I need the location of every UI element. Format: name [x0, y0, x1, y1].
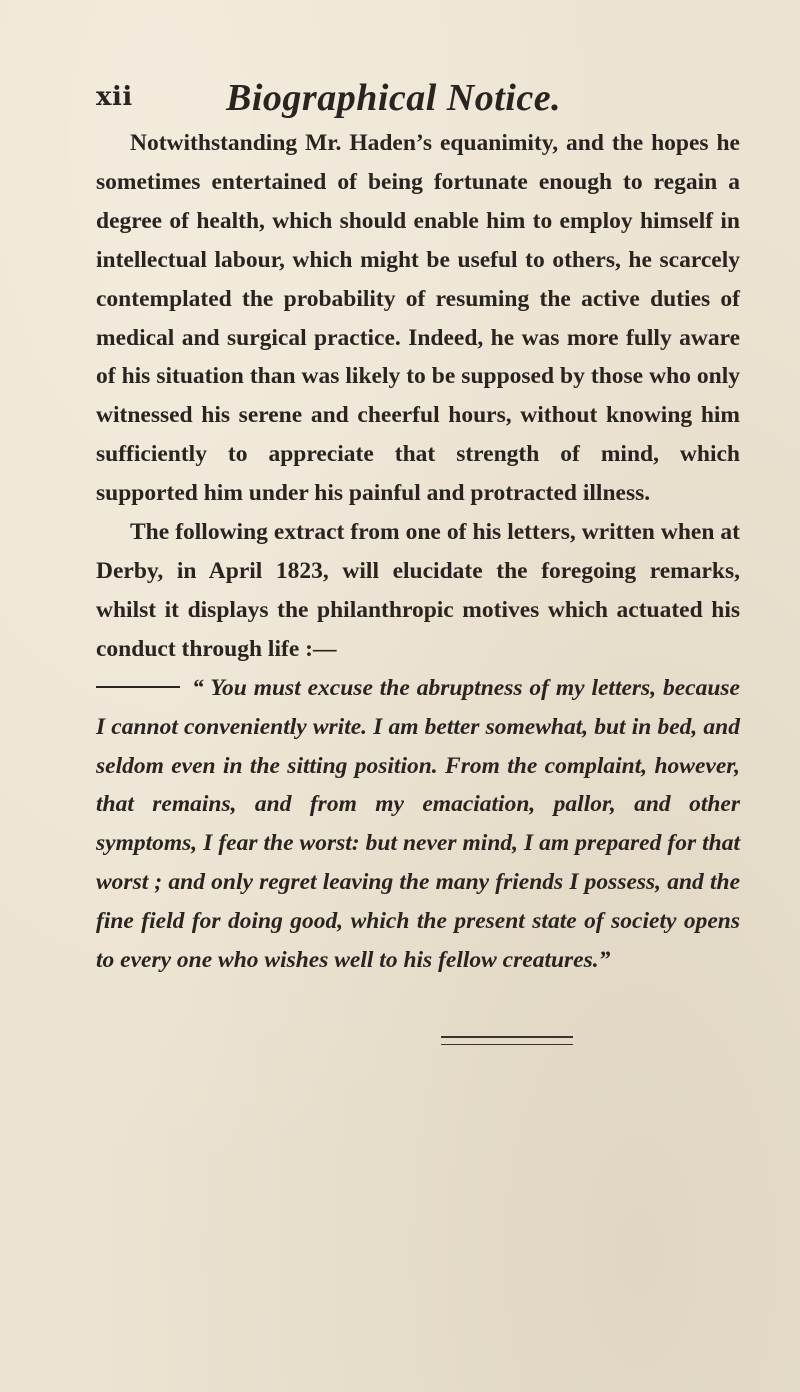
paragraph-2: The following extract from one of his letters, written when at Derby, in April 1823, will elucidate the foregoing remarks, whilst it displays the philanthropic motives which actuated his conduct through life :—: [96, 519, 740, 662]
quote-text: “ You must excuse the abruptness of my letters, because I cannot conveniently write. I am better somewhat, but in bed, and seldom even in the sitting position. From the complaint, however, that remains, and from my emaciation, pallor, and other symptoms, I fear the worst: but never mind, I am prepared for that worst ; and only regret leaving the many friends I possess, and the fine field for doing good, which the present state of society opens to every one who wishes well to his fellow creatures.”: [96, 674, 740, 974]
letter-quote: [96, 669, 740, 980]
page-number: xii: [96, 82, 133, 112]
quote-lead-rule: [96, 686, 180, 688]
paragraph-1: Notwithstanding Mr. Haden’s equanimity, and the hopes he sometimes entertained of being fortunate enough to regain a degree of health, which should enable him to employ himself in intellectual labour, which might be useful to others, he scarcely contemplated the probability of resuming the active duties of medical and surgical practice. Indeed, he was more fully aware of his situation than was likely to be supposed by those who only witnessed his serene and cheerful hours, without knowing him sufficiently to appreciate that strength of mind, which supported him under his painful and protracted illness.: [96, 130, 740, 507]
running-head: [96, 77, 736, 122]
running-title: Biographical Notice.: [226, 77, 562, 119]
body-text: [96, 124, 740, 980]
section-end-rule: [441, 1036, 573, 1045]
